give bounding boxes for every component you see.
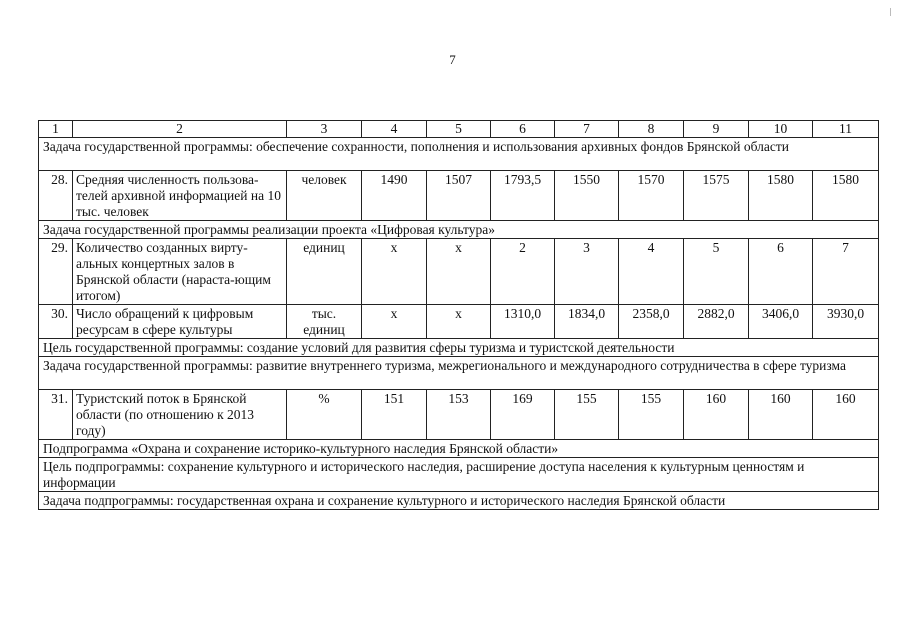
indicator-value: 3930,0 bbox=[813, 305, 879, 339]
row-number: 28. bbox=[39, 171, 73, 221]
indicator-value: 169 bbox=[491, 390, 555, 440]
section-row bbox=[39, 440, 879, 458]
section-task-tourism: Задача государственной программы: развитие внутреннего туризма, межрегионального и международного сотрудничества в сфере туризма bbox=[39, 357, 879, 390]
indicator-value: 155 bbox=[555, 390, 619, 440]
indicator-name: Туристский поток в Брянской области (по отношению к 2013 году) bbox=[73, 390, 287, 440]
indicator-value: 1490 bbox=[362, 171, 427, 221]
indicator-value: 1570 bbox=[619, 171, 684, 221]
page-number: 7 bbox=[449, 52, 456, 67]
indicator-unit: % bbox=[287, 390, 362, 440]
column-number: 8 bbox=[619, 121, 684, 138]
section-task-archive: Задача государственной программы: обеспечение сохранности, пополнения и использования архивных фондов Брянской области bbox=[39, 138, 879, 171]
indicators-table bbox=[38, 120, 879, 510]
column-number: 11 bbox=[813, 121, 879, 138]
row-number: 30. bbox=[39, 305, 73, 339]
indicator-value: х bbox=[427, 305, 491, 339]
section-task-digital-culture: Задача государственной программы реализации проекта «Цифровая культура» bbox=[39, 221, 879, 239]
indicator-value: 6 bbox=[749, 239, 813, 305]
indicator-value: 5 bbox=[684, 239, 749, 305]
indicator-unit: человек bbox=[287, 171, 362, 221]
indicator-unit: тыс. единиц bbox=[287, 305, 362, 339]
table-row bbox=[39, 171, 879, 221]
column-number-row bbox=[39, 121, 879, 138]
indicator-value: 1575 bbox=[684, 171, 749, 221]
indicator-value: 1834,0 bbox=[555, 305, 619, 339]
table-row bbox=[39, 239, 879, 305]
indicator-value: 3 bbox=[555, 239, 619, 305]
indicator-value: 3406,0 bbox=[749, 305, 813, 339]
row-number: 29. bbox=[39, 239, 73, 305]
indicator-value: 1580 bbox=[813, 171, 879, 221]
indicator-value: 7 bbox=[813, 239, 879, 305]
indicator-value: 1310,0 bbox=[491, 305, 555, 339]
indicator-value: 1580 bbox=[749, 171, 813, 221]
column-number: 4 bbox=[362, 121, 427, 138]
indicator-value: х bbox=[362, 239, 427, 305]
section-subprogram: Подпрограмма «Охрана и сохранение историко-культурного наследия Брянской области» bbox=[39, 440, 879, 458]
indicator-value: 151 bbox=[362, 390, 427, 440]
indicator-value: 155 bbox=[619, 390, 684, 440]
indicator-value: 1793,5 bbox=[491, 171, 555, 221]
section-row bbox=[39, 138, 879, 171]
indicator-value: 1550 bbox=[555, 171, 619, 221]
scan-edge-mark bbox=[890, 8, 891, 16]
indicator-value: 160 bbox=[749, 390, 813, 440]
indicator-value: 2358,0 bbox=[619, 305, 684, 339]
indicator-value: 2 bbox=[491, 239, 555, 305]
column-number: 3 bbox=[287, 121, 362, 138]
column-number: 9 bbox=[684, 121, 749, 138]
row-number: 31. bbox=[39, 390, 73, 440]
column-number: 1 bbox=[39, 121, 73, 138]
indicator-value: х bbox=[427, 239, 491, 305]
indicator-value: 153 bbox=[427, 390, 491, 440]
column-number: 2 bbox=[73, 121, 287, 138]
column-number: 6 bbox=[491, 121, 555, 138]
column-number: 10 bbox=[749, 121, 813, 138]
indicator-unit: единиц bbox=[287, 239, 362, 305]
section-row bbox=[39, 221, 879, 239]
indicator-value: 2882,0 bbox=[684, 305, 749, 339]
section-row bbox=[39, 458, 879, 492]
section-row bbox=[39, 492, 879, 510]
section-goal-subprogram: Цель подпрограммы: сохранение культурного и исторического наследия, расширение доступа населения к культурным ценностям и информации bbox=[39, 458, 879, 492]
column-number: 5 bbox=[427, 121, 491, 138]
table-row bbox=[39, 390, 879, 440]
indicator-value: х bbox=[362, 305, 427, 339]
indicator-value: 160 bbox=[684, 390, 749, 440]
section-row bbox=[39, 339, 879, 357]
indicator-value: 160 bbox=[813, 390, 879, 440]
section-row bbox=[39, 357, 879, 390]
indicator-name: Количество созданных вирту-альных концертных залов в Брянской области (нараста-ющим итогом) bbox=[73, 239, 287, 305]
section-task-subprogram: Задача подпрограммы: государственная охрана и сохранение культурного и исторического наследия Брянской области bbox=[39, 492, 879, 510]
column-number: 7 bbox=[555, 121, 619, 138]
table-row bbox=[39, 305, 879, 339]
section-goal-tourism: Цель государственной программы: создание условий для развития сферы туризма и туристской деятельности bbox=[39, 339, 879, 357]
indicator-value: 4 bbox=[619, 239, 684, 305]
indicator-name: Средняя численность пользова-телей архивной информацией на 10 тыс. человек bbox=[73, 171, 287, 221]
indicator-name: Число обращений к цифровым ресурсам в сфере культуры bbox=[73, 305, 287, 339]
indicator-value: 1507 bbox=[427, 171, 491, 221]
